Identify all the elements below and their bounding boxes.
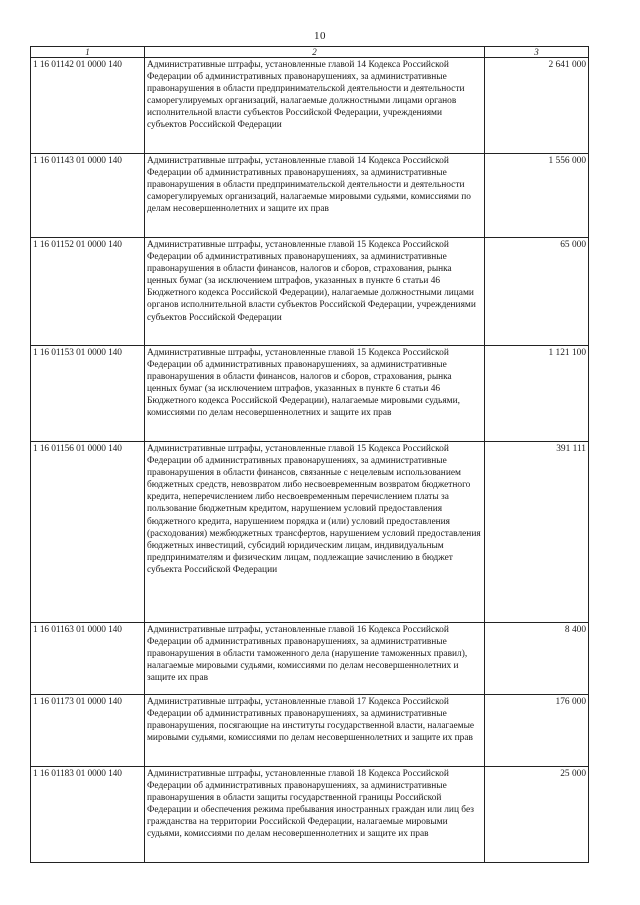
description-cell: Административные штрафы, установленные главой 14 Кодекса Российской Федерации об административных правонарушениях, за административные правонарушения в области предпринимательской деятельности и деятельности саморегулируемых организаций, налагаемые должностными лицами органов исполнительной власти субъектов Российской Федерации, учреждениями субъектов Российской Федерации <box>145 58 485 154</box>
column-number-1: 1 <box>31 47 145 58</box>
table-row <box>31 442 589 623</box>
amount-cell: 2 641 000 <box>485 58 589 154</box>
description-cell: Административные штрафы, установленные главой 14 Кодекса Российской Федерации об административных правонарушениях, за административные правонарушения в области предпринимательской деятельности и деятельности саморегулируемых организаций, налагаемые мировыми судьями, комиссиями по делам несовершеннолетних и защите их прав <box>145 154 485 238</box>
budget-code-cell: 1 16 01152 01 0000 140 <box>31 238 145 346</box>
budget-code-cell: 1 16 01163 01 0000 140 <box>31 623 145 695</box>
description-cell: Административные штрафы, установленные главой 17 Кодекса Российской Федерации об административных правонарушениях, за административные правонарушения, посягающие на институты государственной власти, налагаемые мировыми судьями, комиссиями по делам несовершеннолетних и защите их прав <box>145 695 485 767</box>
budget-code-cell: 1 16 01156 01 0000 140 <box>31 442 145 623</box>
amount-cell: 65 000 <box>485 238 589 346</box>
table-row <box>31 767 589 863</box>
budget-code-cell: 1 16 01143 01 0000 140 <box>31 154 145 238</box>
description-cell: Административные штрафы, установленные главой 16 Кодекса Российской Федерации об административных правонарушениях, за административные правонарушения в области таможенного дела (нарушение таможенных правил), налагаемые мировыми судьями, комиссиями по делам несовершеннолетних и защите их прав <box>145 623 485 695</box>
description-cell: Административные штрафы, установленные главой 15 Кодекса Российской Федерации об административных правонарушениях, за административные правонарушения в области финансов, налогов и сборов, страхования, рынка ценных бумаг (за исключением штрафов, указанных в пункте 6 статьи 46 Бюджетного кодекса Российской Федерации), налагаемые мировыми судьями, комиссиями по делам несовершеннолетних и защите их прав <box>145 346 485 442</box>
table-row <box>31 154 589 238</box>
table-row <box>31 623 589 695</box>
table-header-row <box>31 47 589 58</box>
amount-cell: 1 121 100 <box>485 346 589 442</box>
column-number-3: 3 <box>485 47 589 58</box>
description-cell: Административные штрафы, установленные главой 18 Кодекса Российской Федерации об административных правонарушениях, за административные правонарушения в области защиты государственной границы Российской Федерации и обеспечения режима пребывания иностранных граждан или лиц без гражданства на территории Российской Федерации, налагаемые мировыми судьями, комиссиями по делам несовершеннолетних и защите их прав <box>145 767 485 863</box>
table-row <box>31 346 589 442</box>
budget-code-cell: 1 16 01142 01 0000 140 <box>31 58 145 154</box>
budget-code-cell: 1 16 01183 01 0000 140 <box>31 767 145 863</box>
amount-cell: 8 400 <box>485 623 589 695</box>
description-cell: Административные штрафы, установленные главой 15 Кодекса Российской Федерации об административных правонарушениях, за административные правонарушения в области финансов, связанные с нецелевым использованием бюджетных средств, невозвратом либо несвоевременным возвратом бюджетного кредита, неперечислением либо несвоевременным перечислением платы за пользование бюджетным кредитом, нарушением условий предоставления бюджетного кредита, нарушением порядка и (или) условий предоставления (расходования) межбюджетных трансфертов, нарушением условий предоставления бюджетных инвестиций, субсидий юридическим лицам, индивидуальным предпринимателям и физическим лицам, подлежащие зачислению в бюджет субъекта Российской Федерации <box>145 442 485 623</box>
amount-cell: 176 000 <box>485 695 589 767</box>
description-cell: Административные штрафы, установленные главой 15 Кодекса Российской Федерации об административных правонарушениях, за административные правонарушения в области финансов, налогов и сборов, страхования, рынка ценных бумаг (за исключением штрафов, указанных в пункте 6 статьи 46 Бюджетного кодекса Российской Федерации), налагаемые должностными лицами органов исполнительной власти субъектов Российской Федерации, учреждениями субъектов Российской Федерации <box>145 238 485 346</box>
budget-code-cell: 1 16 01173 01 0000 140 <box>31 695 145 767</box>
table-row <box>31 238 589 346</box>
table-row <box>31 695 589 767</box>
table-row <box>31 58 589 154</box>
page-number: 10 <box>314 30 326 42</box>
budget-code-cell: 1 16 01153 01 0000 140 <box>31 346 145 442</box>
column-number-2: 2 <box>145 47 485 58</box>
budget-table <box>30 46 589 863</box>
amount-cell: 391 111 <box>485 442 589 623</box>
amount-cell: 25 000 <box>485 767 589 863</box>
amount-cell: 1 556 000 <box>485 154 589 238</box>
